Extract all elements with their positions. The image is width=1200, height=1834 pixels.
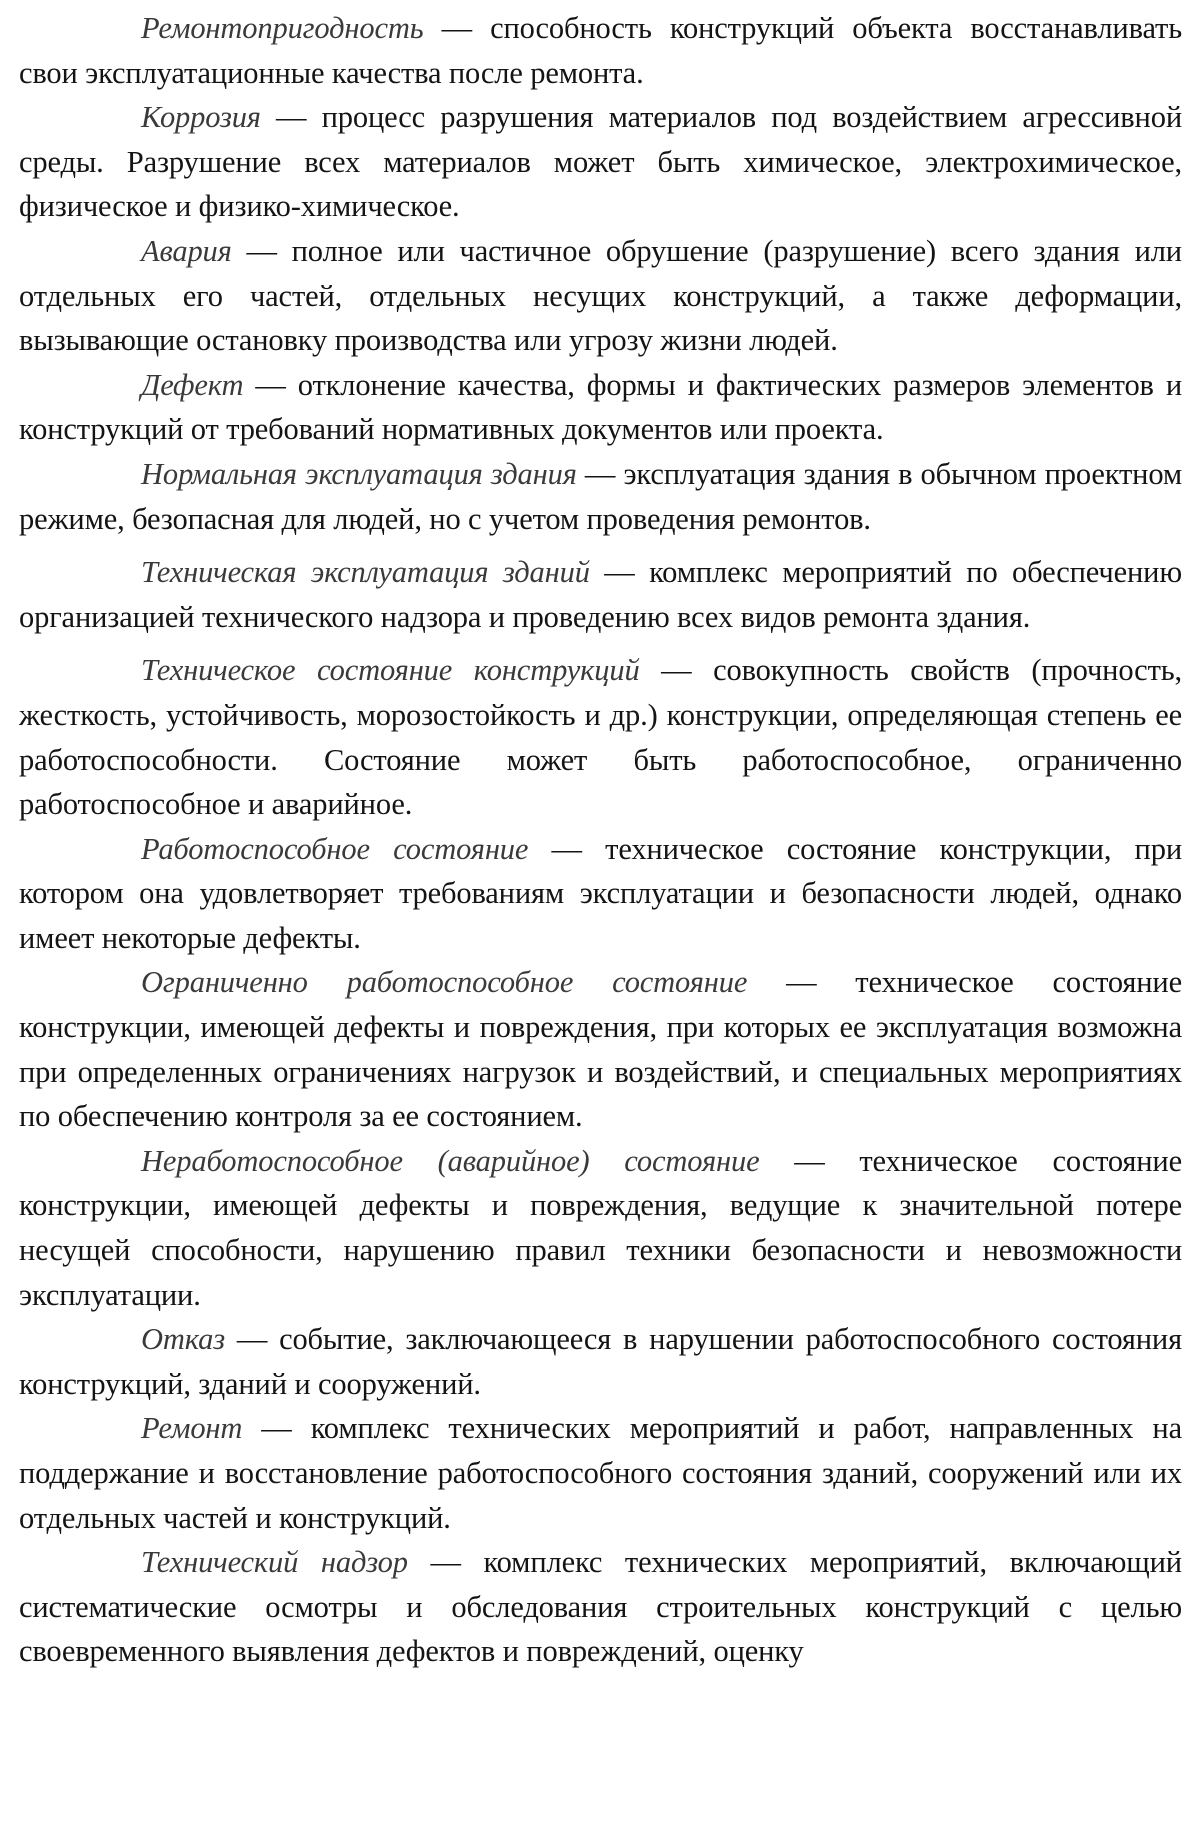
definition-dash: —	[260, 100, 322, 135]
definition-korroziya	[19, 95, 1182, 229]
definition-dash: —	[243, 367, 298, 402]
definition-dash: —	[759, 1143, 860, 1178]
definition-avariya	[19, 229, 1182, 363]
definition-text: эксплуатация здания в обычном проектном режиме, безопасная для людей, но с учетом проведения ремонтов.	[19, 456, 1182, 536]
definition-dash: —	[231, 233, 292, 268]
definition-term: Работоспособное состояние	[141, 831, 529, 866]
definition-dash: —	[423, 11, 491, 45]
definition-text: техническое состояние конструкции, при котором она удовлетворяет требованиям эксплуатации и безопасности людей, однако имеет некоторые дефекты.	[19, 831, 1182, 955]
definition-term: Ремонтопригодность	[141, 11, 424, 45]
definition-dash: —	[589, 555, 650, 590]
definition-term: Нормальная эксплуатация здания	[141, 456, 577, 491]
definition-term: Коррозия	[141, 100, 261, 135]
definition-nerabotosposobnoe-sostoyanie	[19, 1139, 1182, 1317]
definition-term: Отказ	[141, 1322, 225, 1357]
definition-term: Неработоспособное (аварийное) состояние	[141, 1143, 760, 1178]
definition-rabotosposobnoe-sostoyanie	[19, 827, 1182, 961]
definition-text: событие, заключающееся в нарушении работоспособного состояния конструкций, зданий и сооружений.	[19, 1322, 1182, 1401]
definition-text: техническое состояние конструкции, имеющей дефекты и повреждения, при которых ее эксплуатация возможна при определенных ограничениях нагрузок и воздействий, и специальных мероприятиях по обеспечению контроля за ее состоянием.	[19, 965, 1182, 1134]
definition-dash: —	[576, 456, 624, 491]
definition-term: Технический надзор	[141, 1545, 408, 1580]
definition-defekt	[19, 363, 1182, 452]
definition-tekhnicheskoe-sostoyanie	[19, 648, 1182, 826]
definition-text: способность конструкций объекта восстанавливать свои эксплуатационные качества после ремонта.	[19, 11, 1182, 90]
definition-text: совокупность свойств (прочность, жесткость, устойчивость, морозостойкость и др.) конструкции, определяющая степень ее работоспособности. Состояние может быть работоспособное, ограниченно работоспособное и аварийное.	[19, 653, 1182, 822]
definition-term: Дефект	[141, 367, 244, 402]
definition-dash: —	[528, 831, 606, 866]
definition-text: полное или частичное обрушение (разрушение) всего здания или отдельных его частей, отдельных несущих конструкций, а также деформации, вызывающие остановку производства или угрозу жизни людей.	[19, 233, 1182, 358]
definition-term: Ремонт	[141, 1411, 243, 1446]
definition-ogranichenno-rabotosposobnoe	[19, 960, 1182, 1138]
definition-dash: —	[224, 1322, 280, 1357]
definition-normalnaya-ekspluatatsiya	[19, 452, 1182, 541]
definition-term: Техническое состояние конструкций	[141, 653, 640, 688]
definition-dash: —	[639, 653, 714, 688]
definition-remont	[19, 1406, 1182, 1540]
definition-dash: —	[407, 1545, 484, 1580]
definition-text: комплекс технических мероприятий и работ, направленных на поддержание и восстановление работоспособного состояния зданий, сооружений или их отдельных частей и конструкций.	[19, 1411, 1182, 1535]
definition-tekhnicheskaya-ekspluatatsiya	[19, 550, 1182, 639]
definition-tekhnicheskiy-nadzor	[19, 1540, 1182, 1674]
definition-text: комплекс технических мероприятий, включающий систематические осмотры и обследования строительных конструкций с целью своевременного выявления дефектов и повреждений, оценку	[19, 1545, 1182, 1669]
definition-dash: —	[747, 965, 856, 1000]
definition-text: комплекс мероприятий по обеспечению организацией технического надзора и проведению всех видов ремонта здания.	[19, 555, 1182, 634]
definition-text: отклонение качества, формы и фактических размеров элементов и конструкций от требований нормативных документов или проекта.	[19, 367, 1182, 447]
definition-text: техническое состояние конструкции, имеющей дефекты и повреждения, ведущие к значительной потере несущей способности, нарушению правил техники безопасности и невозможности эксплуатации.	[19, 1143, 1182, 1312]
definition-dash: —	[242, 1411, 311, 1446]
definition-term: Авария	[141, 233, 232, 268]
definition-term: Техническая эксплуатация зданий	[141, 555, 590, 590]
definition-otkaz	[19, 1317, 1182, 1406]
definition-text: процесс разрушения материалов под воздействием агрессивной среды. Разрушение всех материалов может быть химическое, электрохимическое, физическое и физико-химическое.	[19, 100, 1182, 224]
definition-remontoprigodnost	[19, 6, 1182, 95]
document-page	[19, 6, 1182, 1674]
definition-term: Ограниченно работоспособное состояние	[141, 965, 748, 1000]
